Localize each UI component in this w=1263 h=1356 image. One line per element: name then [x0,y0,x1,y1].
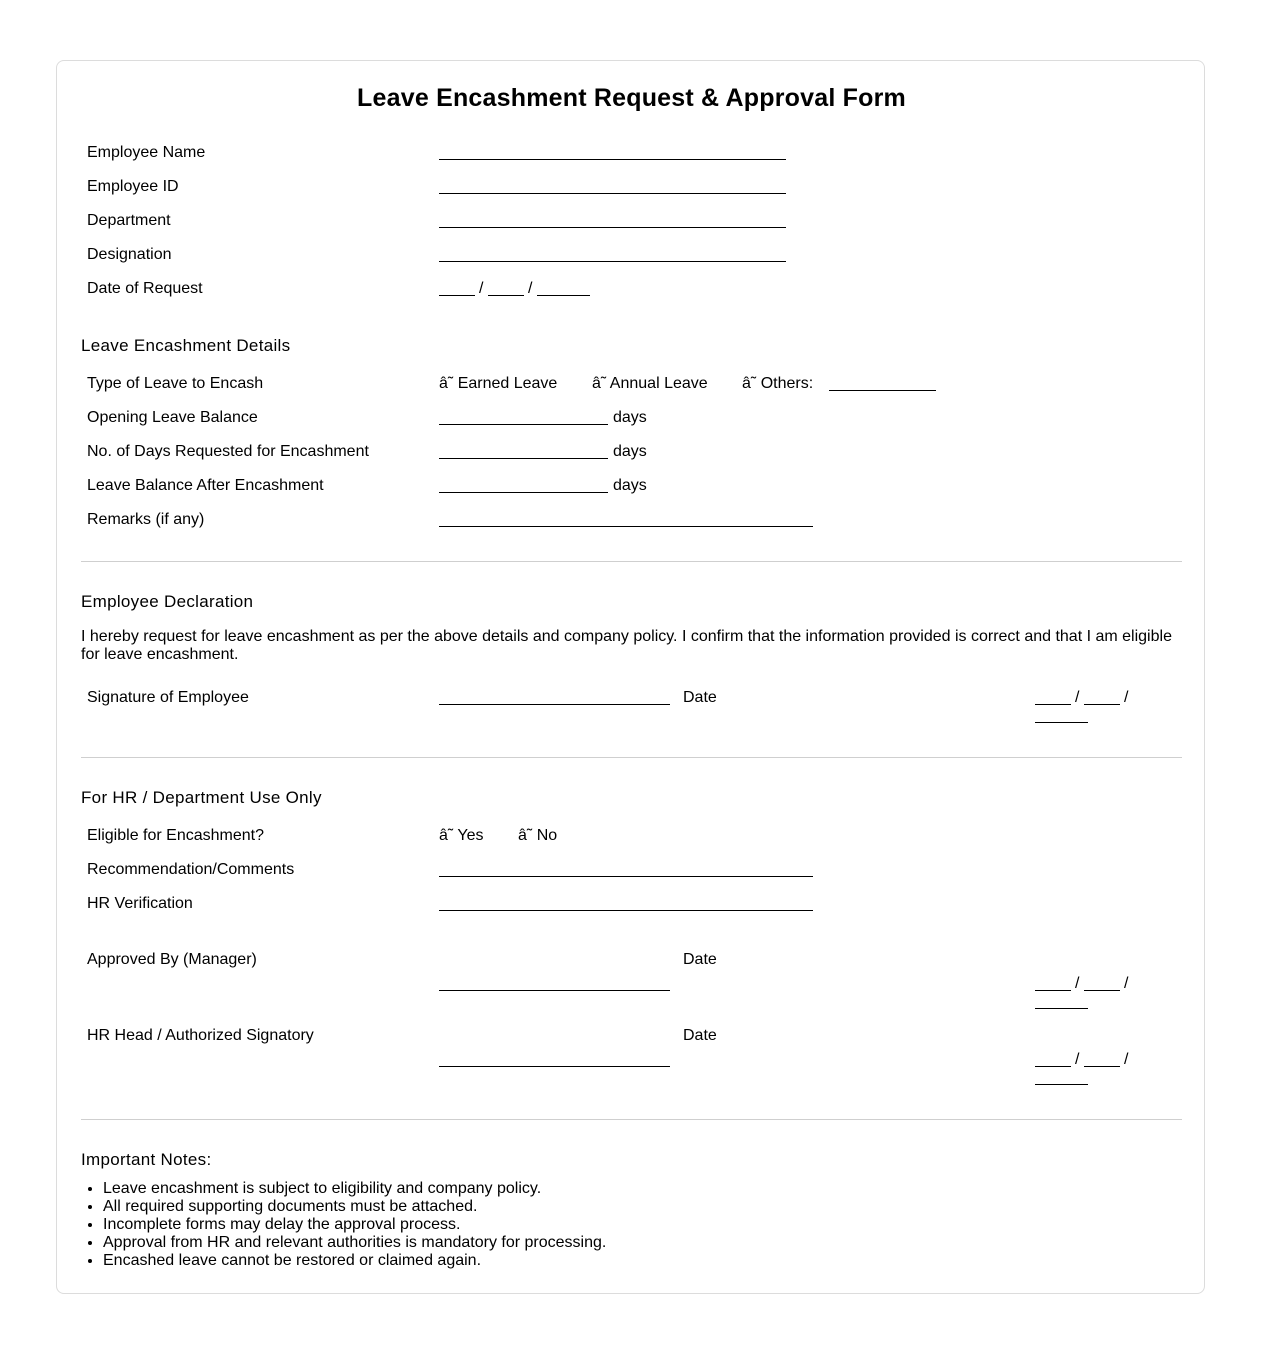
checkbox-icon: â˜ [439,375,454,392]
days-requested-field[interactable] [439,458,608,459]
remarks-label: Remarks (if any) [87,511,205,528]
leave-type-label: Type of Leave to Encash [87,375,264,392]
manager-day-field[interactable] [1035,990,1071,991]
employee-name-label: Employee Name [87,144,206,161]
request-day-field[interactable] [439,295,475,296]
opening-balance-label: Opening Leave Balance [87,409,258,426]
others-label: Others: [760,375,814,392]
eligible-no-checkbox[interactable] [518,827,557,845]
date-separator: / [528,280,533,297]
balance-after-label: Leave Balance After Encashment [87,477,324,494]
no-label: No [536,827,558,844]
notes-heading: Important Notes: [81,1150,212,1169]
days-unit: days [613,409,647,426]
checkbox-icon: â˜ [592,375,607,392]
others-field[interactable] [829,390,936,391]
hr-verification-label: HR Verification [87,895,193,912]
date-of-request-label: Date of Request [87,280,203,297]
declaration-year-field[interactable] [1035,722,1088,723]
date-separator: / [1124,975,1129,992]
annual-leave-checkbox[interactable] [592,375,708,393]
list-item: • Leave encashment is subject to eligibility and company policy. [103,1180,606,1198]
checkbox-icon: â˜ [518,827,533,844]
list-item: • Incomplete forms may delay the approval process. [103,1216,606,1234]
remarks-field[interactable] [439,526,813,527]
form-card [56,60,1205,1294]
checkbox-icon: â˜ [439,827,454,844]
employee-id-field[interactable] [439,193,786,194]
earned-leave-checkbox[interactable] [439,375,557,393]
manager-month-field[interactable] [1084,990,1120,991]
list-item: • All required supporting documents must be attached. [103,1198,606,1216]
list-item: • Approval from HR and relevant authorities is mandatory for processing. [103,1234,606,1252]
eligible-label: Eligible for Encashment? [87,827,264,844]
hr-head-day-field[interactable] [1035,1066,1071,1067]
days-requested-label: No. of Days Requested for Encashment [87,443,369,460]
employee-signature-label: Signature of Employee [87,689,249,706]
employee-name-field[interactable] [439,159,786,160]
hr-section-heading: For HR / Department Use Only [81,788,322,807]
manager-signature-field[interactable] [439,990,670,991]
declaration-heading: Employee Declaration [81,592,254,611]
hr-head-year-field[interactable] [1035,1084,1088,1085]
declaration-text: I hereby request for leave encashment as per the above details and company policy. I confirm that the information provided is correct and that I am eligible for leave encashment. [81,628,1172,663]
department-label: Department [87,212,171,229]
days-unit: days [613,477,647,494]
manager-date-label: Date [683,951,717,968]
manager-year-field[interactable] [1035,1008,1088,1009]
checkbox-icon: â˜ [742,375,757,392]
opening-balance-field[interactable] [439,424,608,425]
hr-head-label: HR Head / Authorized Signatory [87,1027,314,1044]
department-field[interactable] [439,227,786,228]
balance-after-field[interactable] [439,492,608,493]
employee-signature-field[interactable] [439,704,670,705]
date-separator: / [1075,975,1080,992]
date-separator: / [1075,689,1080,706]
declaration-month-field[interactable] [1084,704,1120,705]
request-year-field[interactable] [537,295,590,296]
hr-verification-field[interactable] [439,910,813,911]
section-divider [81,1119,1182,1120]
designation-label: Designation [87,246,172,263]
yes-label: Yes [457,827,484,844]
date-separator: / [1124,689,1129,706]
comments-field[interactable] [439,876,813,877]
approved-by-label: Approved By (Manager) [87,951,257,968]
hr-head-month-field[interactable] [1084,1066,1120,1067]
earned-leave-label: Earned Leave [457,375,558,392]
notes-list [81,1180,606,1270]
days-unit: days [613,443,647,460]
designation-field[interactable] [439,261,786,262]
comments-label: Recommendation/Comments [87,861,295,878]
section-divider [81,561,1182,562]
date-separator: / [1075,1051,1080,1068]
declaration-day-field[interactable] [1035,704,1071,705]
hr-head-signature-field[interactable] [439,1066,670,1067]
request-month-field[interactable] [488,295,524,296]
others-checkbox[interactable] [742,375,813,393]
declaration-date-label: Date [683,689,717,706]
leave-details-heading: Leave Encashment Details [81,336,291,355]
annual-leave-label: Annual Leave [609,375,708,392]
form-title: Leave Encashment Request & Approval Form [357,84,906,112]
employee-id-label: Employee ID [87,178,179,195]
date-separator: / [1124,1051,1129,1068]
list-item: • Encashed leave cannot be restored or claimed again. [103,1252,606,1270]
date-separator: / [479,280,484,297]
hr-head-date-label: Date [683,1027,717,1044]
section-divider [81,757,1182,758]
eligible-yes-checkbox[interactable] [439,827,484,845]
